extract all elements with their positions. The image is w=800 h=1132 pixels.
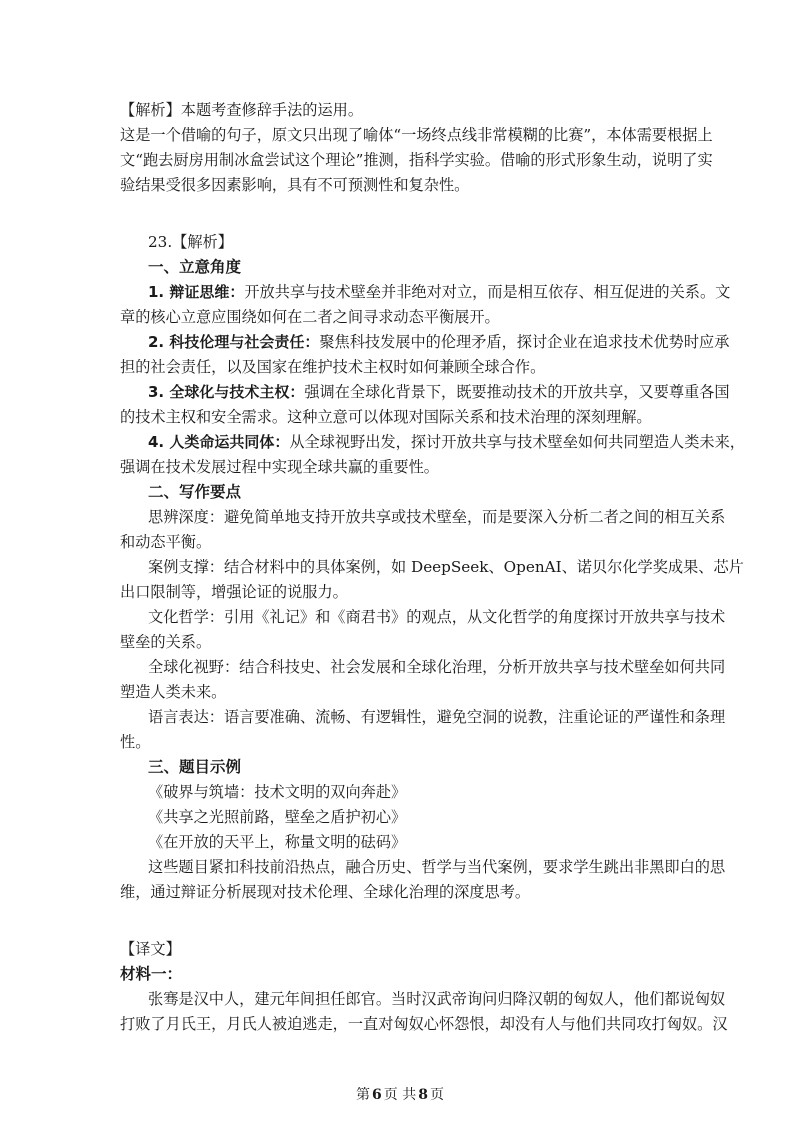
- writing-3-line-2: 壁垒的关系。: [120, 633, 212, 651]
- writing-2-line-2: 出口限制等，增强论证的说服力。: [120, 583, 348, 601]
- summary-line-1: 这些题目紧扣科技前沿热点，融合历史、哲学与当代案例，要求学生跳出非黑即白的思: [148, 858, 726, 876]
- writing-2-line-1: 案例支撑：结合材料中的具体案例，如 DeepSeek、OpenAI、诺贝尔化学奖成果、芯片: [148, 558, 744, 576]
- title-example-2: 《共享之光照前路，壁垒之盾护初心》: [148, 808, 407, 826]
- writing-4-line-1: 全球化视野：结合科技史、社会发展和全球化治理，分析开放共享与技术壁垒如何共同: [148, 658, 726, 676]
- page-footer: 第 6 页 共 8 页: [356, 1087, 444, 1103]
- title-example-1: 《破界与筑墙：技术文明的双向奔赴》: [148, 783, 407, 801]
- translation-line-2: 打败了月氏王，月氏人被迫逃走，一直对匈奴心怀怨恨，却没有人与他们共同攻打匈奴。汉: [120, 1015, 728, 1033]
- point-2-line-2: 担的社会责任，以及国家在维护技术主权时如何兼顾全球合作。: [120, 358, 546, 376]
- q23-heading: 23.【解析】: [148, 233, 233, 251]
- material-title: 材料一：: [120, 965, 183, 983]
- point-1-line-2: 章的核心立意应围绕如何在二者之间寻求动态平衡展开。: [120, 308, 500, 326]
- section-title-1: 一、立意角度: [148, 258, 242, 276]
- analysis-line-1: 【解析】本题考查修辞手法的运用。: [120, 101, 363, 119]
- point-2-line-1: 2. 科技伦理与社会责任：聚焦科技发展中的伦理矛盾，探讨企业在追求技术优势时应承: [148, 333, 730, 351]
- analysis-tag: 【解析】: [120, 101, 181, 119]
- point-1-line-1: 1. 辩证思维：开放共享与技术壁垒并非绝对对立，而是相互依存、相互促进的关系。文: [148, 283, 731, 301]
- total-page-number: 8: [418, 1087, 428, 1103]
- writing-5-line-2: 性。: [120, 733, 151, 751]
- analysis-line-2: 这是一个借喻的句子，原文只出现了喻体“一场终点线非常模糊的比赛”，本体需要根据上: [120, 126, 713, 144]
- summary-line-2: 维，通过辩证分析展现对技术伦理、全球化治理的深度思考。: [120, 883, 531, 901]
- writing-5-line-1: 语言表达：语言要准确、流畅、有逻辑性，避免空洞的说教，注重论证的严谨性和条理: [148, 708, 726, 726]
- section-title-2: 二、写作要点: [148, 483, 242, 501]
- translation-tag: 【译文】: [120, 940, 181, 958]
- point-4-line-1: 4. 人类命运共同体：从全球视野出发，探讨开放共享与技术壁垒如何共同塑造人类未来，: [148, 433, 745, 451]
- writing-3-line-1: 文化哲学：引用《礼记》和《商君书》的观点，从文化哲学的角度探讨开放共享与技术: [148, 608, 726, 626]
- writing-4-line-2: 塑造人类未来。: [120, 683, 227, 701]
- point-4-line-2: 强调在技术发展过程中实现全球共赢的重要性。: [120, 458, 439, 476]
- current-page-number: 6: [372, 1087, 382, 1103]
- section-title-3: 三、题目示例: [148, 758, 242, 776]
- analysis-line-3: 文“跑去厨房用制冰盒尝试这个理论”推测，指科学实验。借喻的形式形象生动，说明了实: [120, 151, 713, 169]
- analysis-line-4: 验结果受很多因素影响，具有不可预测性和复杂性。: [120, 176, 470, 194]
- point-3-line-2: 的技术主权和安全需求。这种立意可以体现对国际关系和技术治理的深刻理解。: [120, 408, 652, 426]
- writing-1-line-1: 思辨深度：避免简单地支持开放共享或技术壁垒，而是要深入分析二者之间的相互关系: [148, 508, 726, 526]
- translation-line-1: 张骞是汉中人，建元年间担任郎官。当时汉武帝询问归降汉朝的匈奴人，他们都说匈奴: [148, 990, 726, 1008]
- point-3-line-1: 3. 全球化与技术主权：强调在全球化背景下，既要推动技术的开放共享，又要尊重各国: [148, 383, 730, 401]
- writing-1-line-2: 和动态平衡。: [120, 533, 212, 551]
- title-example-3: 《在开放的天平上，称量文明的砝码》: [148, 833, 407, 851]
